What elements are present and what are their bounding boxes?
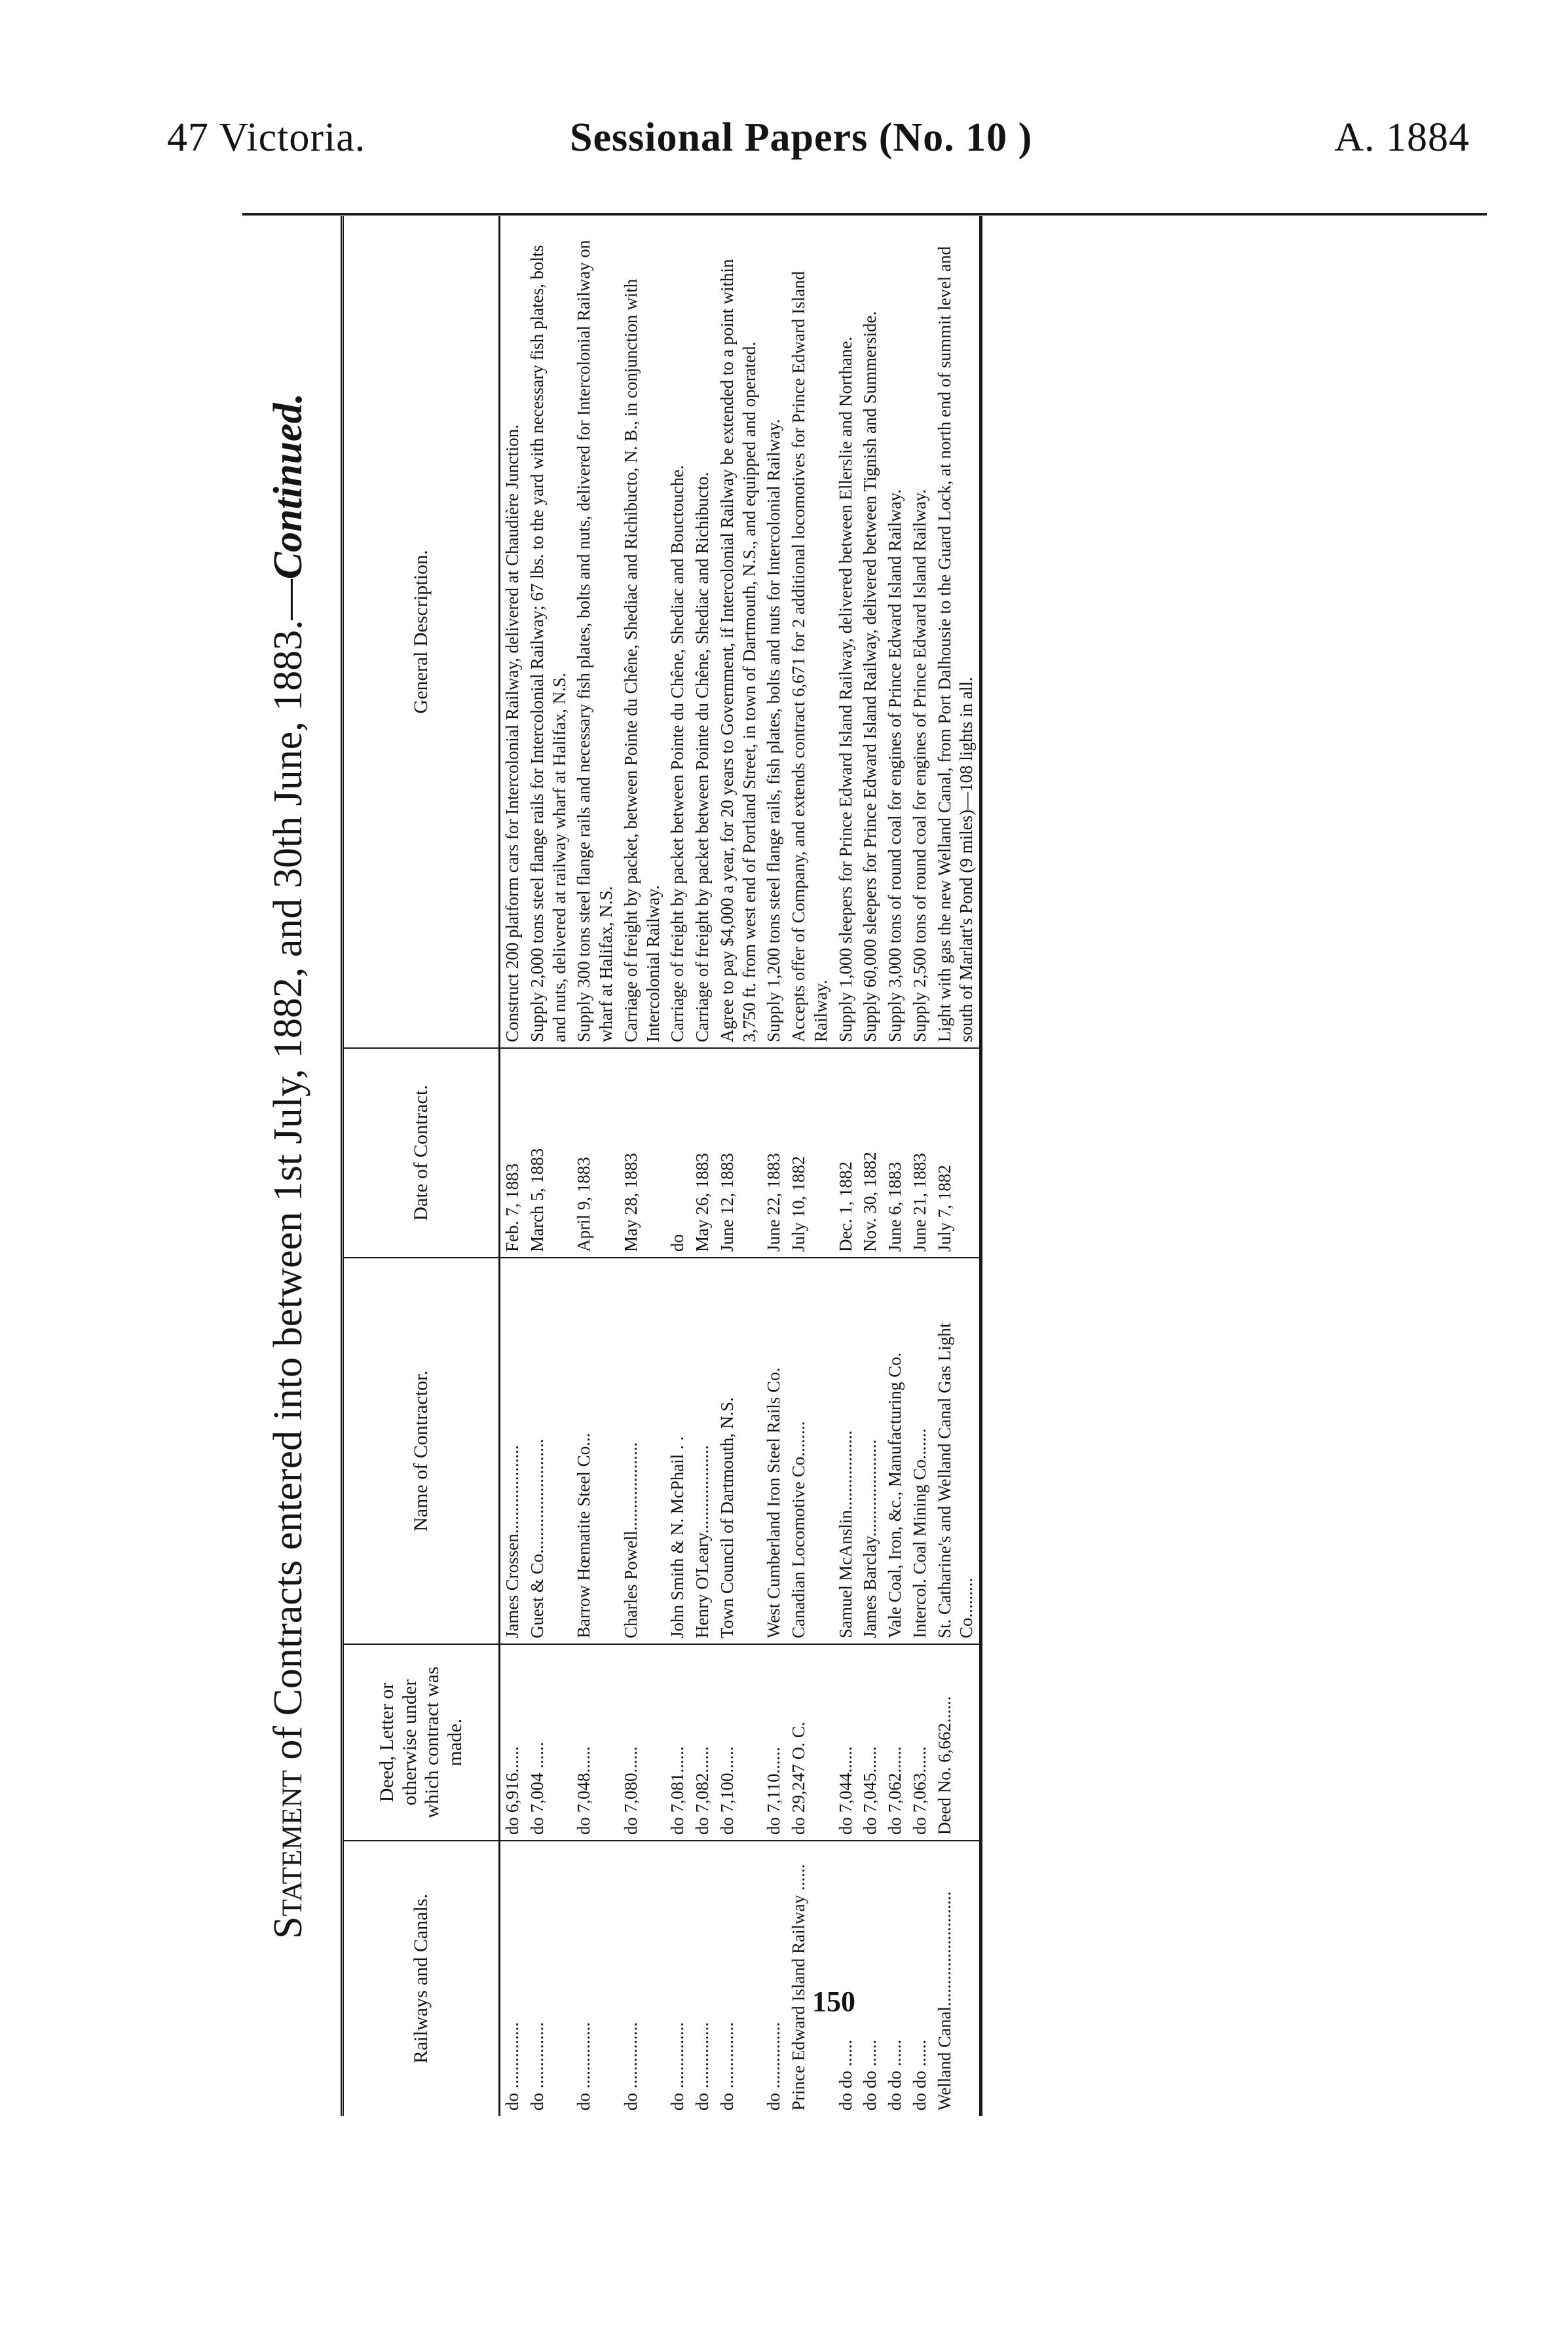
table-row: [690, 216, 715, 2116]
cell-description: Carriage of freight by packet, between Pointe du Chêne, Shediac and Richibucto, N. B., in conjunction with Intercolonial Railway.: [620, 278, 663, 1042]
cell-description: Carriage of freight by packet between Pointe du Chêne, Shediac and Richibucto.: [692, 472, 712, 1042]
cell-deed: do 7,081......: [665, 1644, 690, 1841]
cell-contractor: Town Council of Dartmouth, N.S.: [715, 1258, 762, 1644]
cell-deed: do 7,063......: [908, 1644, 933, 1841]
cell-deed: do 7,100......: [715, 1644, 762, 1841]
table-row: [883, 216, 908, 2116]
cell-contractor: Canadian Locomotive Co........: [787, 1258, 834, 1644]
title-suffix: Continued.: [266, 393, 310, 580]
header-date: Date of Contract.: [343, 1048, 500, 1258]
cell-date: June 12, 1883: [715, 1048, 762, 1258]
cell-contractor: St. Catharine's and Welland Canal Gas Light Co.........: [933, 1258, 981, 1644]
cell-deed: do 7,044......: [834, 1644, 859, 1841]
cell-deed: do 6,916......: [500, 1644, 525, 1841]
header-year: A. 1884: [1334, 115, 1470, 160]
cell-railway: do ...............: [762, 1841, 787, 2116]
header-railways-canals: Railways and Canals.: [343, 1841, 500, 2116]
table-row: [834, 216, 859, 2116]
cell-contractor: James Crossen....................: [500, 1258, 525, 1644]
cell-deed: Deed No. 6,662......: [933, 1644, 981, 1841]
cell-deed: do 7,110......: [762, 1644, 787, 1841]
cell-railway: do do ......: [834, 1841, 859, 2116]
cell-railway: do do ......: [908, 1841, 933, 2116]
page-number: 150: [812, 1985, 855, 2018]
table-row: [715, 216, 762, 2116]
cell-date: Nov. 30, 1882: [858, 1048, 883, 1258]
contracts-table: [341, 216, 982, 2116]
statement-title: [242, 216, 341, 2116]
cell-railway: Prince Edward Island Railway ......: [787, 1841, 834, 2116]
table-row: [525, 216, 572, 2116]
cell-contractor: Henry O'Leary....................: [690, 1258, 715, 1644]
title-text: of Contracts entered into between 1st July, 1882, and 30th June, 1883.—: [266, 579, 310, 1771]
cell-contractor: Guest & Co..........................: [525, 1258, 572, 1644]
cell-description: Construct 200 platform cars for Intercolonial Railway, delivered at Chaudière Junction.: [502, 424, 522, 1042]
cell-description: Supply 3,000 tons of round coal for engines of Prince Edward Island Railway.: [885, 489, 905, 1042]
cell-contractor: West Cumberland Iron Steel Rails Co.: [762, 1258, 787, 1644]
cell-description: Supply 2,000 tons steel flange rails for Intercolonial Railway; 67 lbs. to the yard with necessary fish plates, bolts and nuts, delivered at railway wharf at Halifax, N.S.: [527, 244, 569, 1042]
cell-description: Supply 1,000 sleepers for Prince Edward Island Railway, delivered between Ellerslie and Northane.: [835, 336, 855, 1042]
cell-railway: do ...............: [665, 1841, 690, 2116]
running-header: [0, 115, 1568, 187]
cell-contractor: Intercol. Coal Mining Co.......: [908, 1258, 933, 1644]
cell-railway: Welland Canal..........................: [933, 1841, 981, 2116]
cell-deed: do 7,080......: [619, 1644, 666, 1841]
cell-railway: do do ......: [858, 1841, 883, 2116]
cell-date: July 10, 1882: [787, 1048, 834, 1258]
cell-date: Dec. 1, 1882: [834, 1048, 859, 1258]
cell-date: do: [665, 1048, 690, 1258]
table-row: [619, 216, 666, 2116]
cell-contractor: Charles Powell....................: [619, 1258, 666, 1644]
cell-description: Carriage of freight by packet between Pointe du Chêne, Shediac and Bouctouche.: [667, 465, 688, 1042]
cell-railway: do ...............: [690, 1841, 715, 2116]
cell-date: Feb. 7, 1883: [500, 1048, 525, 1258]
cell-railway: do do ......: [883, 1841, 908, 2116]
header-deed: Deed, Letter or otherwise under which contract was made.: [343, 1644, 500, 1841]
header-session: 47 Victoria.: [167, 115, 366, 160]
cell-contractor: James Barclay......................: [858, 1258, 883, 1644]
cell-date: June 6, 1883: [883, 1048, 908, 1258]
cell-railway: do ...............: [500, 1841, 525, 2116]
header-sessional-papers: Sessional Papers (No. 10 ): [570, 115, 1033, 160]
cell-description: Supply 2,500 tons of round coal for engines of Prince Edward Island Railway.: [909, 489, 929, 1042]
table-row: [500, 216, 525, 2116]
cell-date: April 9, 1883: [572, 1048, 619, 1258]
cell-railway: do ...............: [715, 1841, 762, 2116]
cell-date: March 5, 1883: [525, 1048, 572, 1258]
cell-railway: do ...............: [619, 1841, 666, 2116]
cell-description: Supply 60,000 sleepers for Prince Edward Island Railway, delivered between Tignish and Summerside.: [860, 310, 880, 1042]
table-row: [572, 216, 619, 2116]
header-description: General Description.: [343, 216, 500, 1048]
header-rule: [242, 213, 1487, 216]
cell-contractor: Samuel McAnslin..................: [834, 1258, 859, 1644]
cell-deed: do 7,082......: [690, 1644, 715, 1841]
cell-contractor: Barrow Hœmatite Steel Co...: [572, 1258, 619, 1644]
header-contractor: Name of Contractor.: [343, 1258, 500, 1644]
cell-railway: do ...............: [572, 1841, 619, 2116]
cell-deed: do 7,004 ......: [525, 1644, 572, 1841]
cell-contractor: Vale Coal, Iron, &c., Manufacturing Co.: [883, 1258, 908, 1644]
title-lead: Statement: [266, 1770, 310, 1940]
cell-deed: do 7,048......: [572, 1644, 619, 1841]
cell-description: Accepts offer of Company, and extends contract 6,671 for 2 additional locomotives for Prince Edward Island Railway.: [789, 271, 831, 1042]
table-row: [787, 216, 834, 2116]
cell-date: June 22, 1883: [762, 1048, 787, 1258]
cell-deed: do 29,247 O. C.: [787, 1644, 834, 1841]
table-row: [858, 216, 883, 2116]
cell-description: Agree to pay $4,000 a year, for 20 years to Government, if Intercolonial Railway be extended to a point within 3,750 ft. from west end of Portland Street, in town of Dartmouth, N.S., and equipped and operated.: [717, 259, 759, 1042]
rotated-page-body: [242, 216, 1487, 2116]
cell-date: July 7, 1882: [933, 1048, 981, 1258]
cell-date: May 28, 1883: [619, 1048, 666, 1258]
cell-deed: do 7,045......: [858, 1644, 883, 1841]
cell-contractor: John Smith & N. McPhail . .: [665, 1258, 690, 1644]
table-header-row: [343, 216, 500, 2116]
table-row: [933, 216, 981, 2116]
table-row: [665, 216, 690, 2116]
table-row: [762, 216, 787, 2116]
cell-description: Supply 1,200 tons steel flange rails, fish plates, bolts and nuts for Intercolonial Railway.: [764, 419, 784, 1042]
cell-deed: do 7,062......: [883, 1644, 908, 1841]
cell-description: Light with gas the new Welland Canal, from Port Dalhousie to the Guard Lock, at north end of summit level and south of Marlatt's Pond (9 miles)—108 lights in all.: [933, 216, 981, 1048]
table-row: [908, 216, 933, 2116]
cell-date: May 26, 1883: [690, 1048, 715, 1258]
cell-description: Supply 300 tons steel flange rails and necessary fish plates, bolts and nuts, delivered for Intercolonial Railway on wharf at Halifax, N.S.: [574, 240, 616, 1042]
cell-railway: do ...............: [525, 1841, 572, 2116]
cell-date: June 21, 1883: [908, 1048, 933, 1258]
